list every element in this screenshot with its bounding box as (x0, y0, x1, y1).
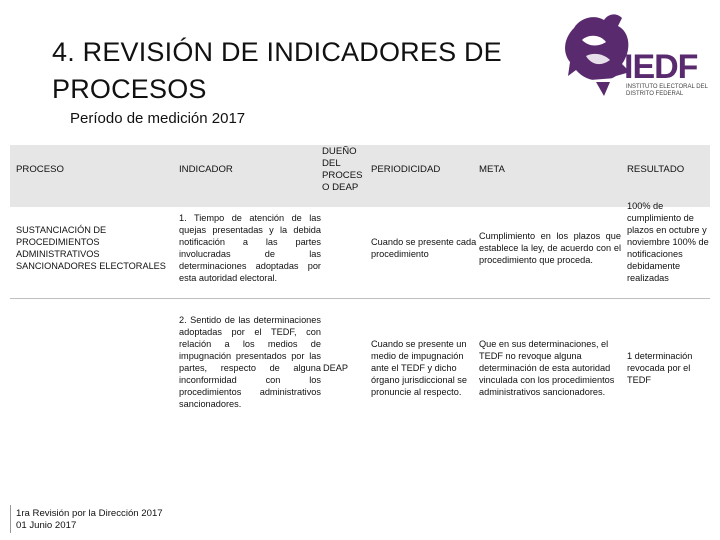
footer-line2: 01 Junio 2017 (16, 519, 77, 531)
header-dueno: DUEÑO DEL PROCES O DEAP (322, 146, 363, 193)
row1-meta: Cumplimiento en los plazos que establece la ley, de acuerdo con el procedimiento que proceda. (479, 231, 621, 265)
row2-indicador: 2. Sentido de las determinaciones adoptadas por el TEDF, con relación a los medios de impugnación presentados por las partes, respecto de alguna inconformidad con los procedimientos administrativos sancionadores. (179, 315, 321, 409)
logo-wordmark: IEDF (624, 48, 698, 86)
row1-resultado: 100% de cumplimiento de plazos en octubre y noviembre 100% de notificaciones debidamente realizadas (627, 201, 709, 283)
header-meta: META (479, 164, 505, 175)
header-indicador: INDICADOR (179, 164, 233, 175)
header-periodicidad: PERIODICIDAD (371, 164, 441, 175)
slide-subtitle: Período de medición 2017 (70, 110, 246, 127)
footer-note (16, 508, 163, 531)
row2-resultado: 1 determinación revocada por el TEDF (627, 351, 693, 385)
footer-rule (10, 505, 11, 533)
row1-indicador: 1. Tiempo de atención de las quejas presentadas y la debida notificación a las partes involucradas de las determinaciones adoptadas por esta autoridad electoral. (179, 213, 321, 283)
row2-meta: Que en sus determinaciones, el TEDF no revoque alguna determinación de esta autoridad vinculada con los procedimientos administrativos sancionadores. (479, 339, 615, 397)
logo-caption: INSTITUTO ELECTORAL DEL DISTRITO FEDERAL (626, 84, 708, 97)
row1-periodicidad: Cuando se presente cada procedimiento (371, 237, 477, 259)
row2-periodicidad: Cuando se presente un medio de impugnación ante el TEDF y dicho órgano jurisdiccional se pronuncie al respecto. (371, 339, 468, 397)
row2-dueno: DEAP (323, 363, 349, 373)
slide-title: 4. REVISIÓN DE INDICADORES DE PROCESOS (52, 37, 502, 104)
header-resultado: RESULTADO (627, 164, 685, 175)
footer-line1: 1ra Revisión por la Dirección 2017 (16, 508, 163, 519)
header-proceso: PROCESO (16, 164, 64, 175)
row1-proceso: SUSTANCIACIÓN DE PROCEDIMIENTOS ADMINISTRATIVOS SANCIONADORES ELECTORALES (16, 225, 166, 271)
row-divider (10, 298, 710, 299)
